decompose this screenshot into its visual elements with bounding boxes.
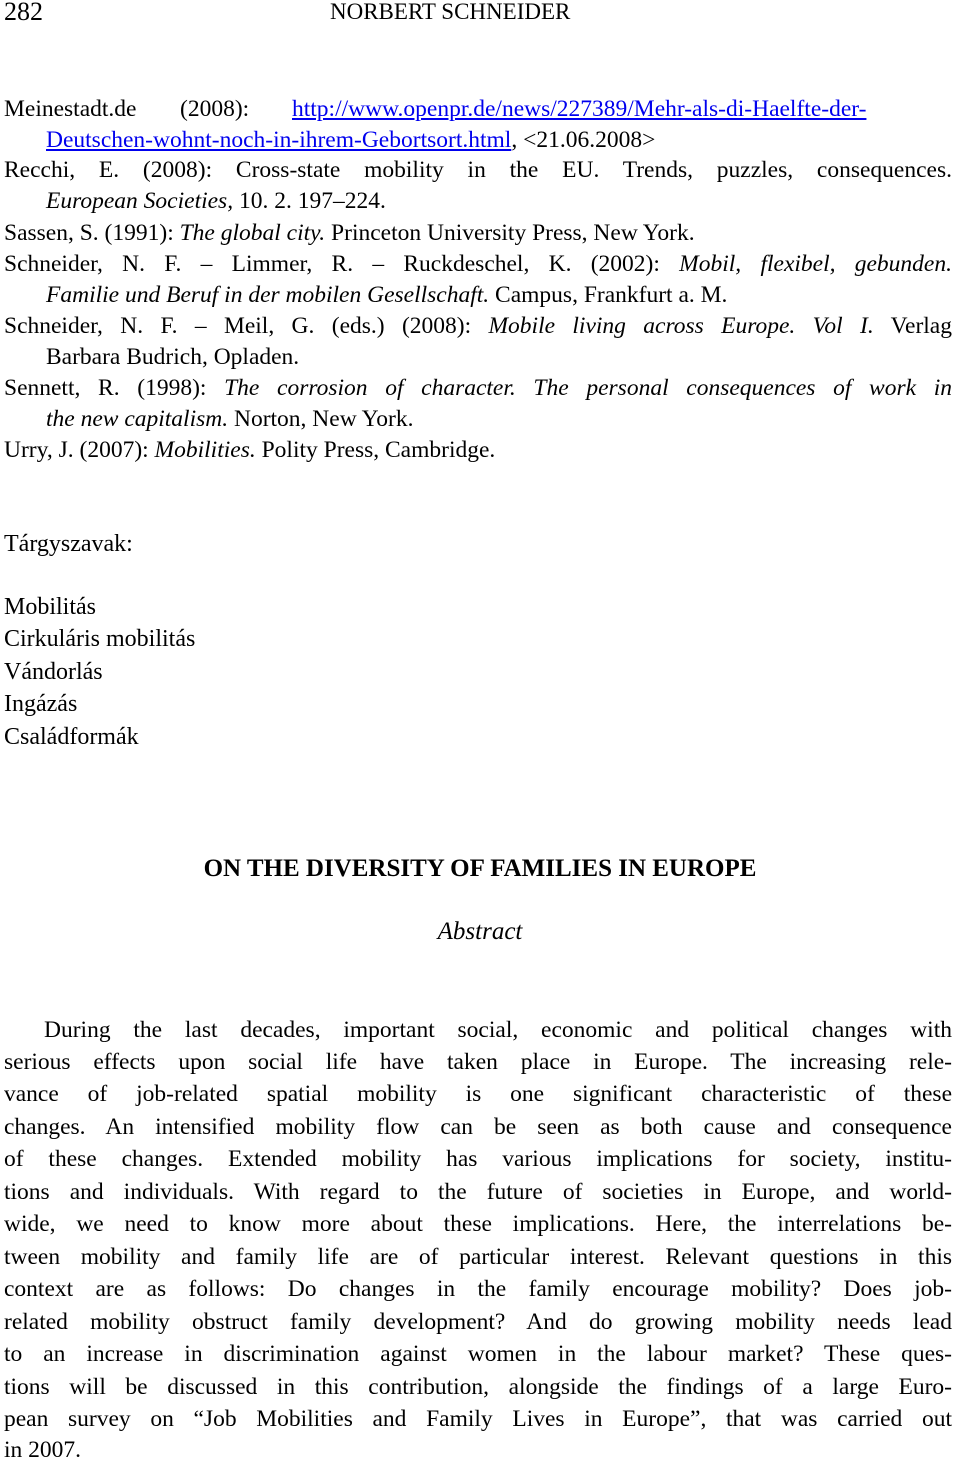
reference-item <box>4 374 952 402</box>
reference-title: Mobile living across Europe. Vol I. <box>488 313 874 339</box>
reference-subtitle: Familie und Beruf in der mobilen Gesellschaft. <box>46 282 490 308</box>
abstract-line: context are as follows: Do changes in the family encourage mobility? Does job- <box>4 1276 952 1302</box>
reference-title: Mobilities. <box>154 437 256 463</box>
reference-source: Meinestadt.de <box>4 96 137 122</box>
reference-publisher: Polity Press, Cambridge. <box>255 437 496 463</box>
abstract-line: tions will be discussed in this contribution, alongside the findings of a large Euro- <box>4 1374 952 1400</box>
reference-publisher: Verlag <box>873 313 952 339</box>
abstract-line: tions and individuals. With regard to the future of societies in Europe, and world- <box>4 1179 952 1205</box>
abstract-line: serious effects upon social life have taken place in Europe. The increasing rele- <box>4 1049 952 1075</box>
abstract-line: to an increase in discrimination against women in the labour market? These ques- <box>4 1341 952 1367</box>
reference-journal: European Societies, <box>46 188 234 214</box>
page-number: 282 <box>4 0 43 26</box>
reference-item <box>4 219 695 247</box>
keyword-item: Ingázás <box>4 691 78 717</box>
abstract-line: related mobility obstruct family development? And do growing mobility needs lead <box>4 1309 952 1335</box>
reference-continuation: Barbara Budrich, Opladen. <box>46 344 300 370</box>
reference-item <box>4 250 952 278</box>
reference-link[interactable]: http://www.openpr.de/news/227389/Mehr-als-di-Haelfte-der- <box>292 96 867 122</box>
reference-year: (2008): <box>180 96 250 122</box>
running-header: NORBERT SCHNEIDER <box>330 0 571 24</box>
reference-item <box>4 95 952 123</box>
reference-author: Schneider, N. F. – Limmer, R. – Ruckdeschel, K. (2002): <box>4 251 680 277</box>
reference-title: The corrosion of character. The personal consequences of work in <box>224 375 953 401</box>
keyword-item: Vándorlás <box>4 659 103 685</box>
reference-continuation <box>46 281 727 309</box>
abstract-line: wide, we need to know more about these implications. Here, the interrelations be- <box>4 1211 952 1237</box>
reference-item <box>4 436 495 464</box>
abstract-line: in 2007. <box>4 1437 82 1463</box>
abstract-line: changes. An intensified mobility flow can be seen as both cause and consequence <box>4 1114 952 1140</box>
reference-publisher: Norton, New York. <box>228 406 414 432</box>
reference-publisher: Campus, Frankfurt a. M. <box>489 282 728 308</box>
reference-item: Recchi, E. (2008): Cross-state mobility in the EU. Trends, puzzles, consequences. <box>4 157 952 183</box>
keyword-item: Cirkuláris mobilitás <box>4 626 196 652</box>
abstract-line: of these changes. Extended mobility has various implications for society, institu- <box>4 1146 952 1172</box>
abstract-heading: Abstract <box>437 918 523 945</box>
reference-continuation <box>46 126 655 154</box>
reference-item <box>4 312 952 340</box>
reference-author: Sassen, S. (1991): <box>4 220 180 246</box>
keywords-label: Tárgyszavak: <box>4 531 133 557</box>
reference-title: The global city. <box>179 220 326 246</box>
abstract-line: vance of job-related spatial mobility is one significant characteristic of these <box>4 1081 952 1107</box>
reference-access-date: , <21.06.2008> <box>511 127 656 153</box>
reference-author: Urry, J. (2007): <box>4 437 155 463</box>
abstract-line: tween mobility and family life are of particular interest. Relevant questions in this <box>4 1244 952 1270</box>
reference-pages: 10. 2. 197–224. <box>233 188 386 214</box>
reference-author: Schneider, N. F. – Meil, G. (eds.) (2008): <box>4 313 489 339</box>
reference-author: Sennett, R. (1998): <box>4 375 225 401</box>
reference-link-continued[interactable]: Deutschen-wohnt-noch-in-ihrem-Gebortsort.html <box>46 127 512 153</box>
reference-publisher: Princeton University Press, New York. <box>325 220 695 246</box>
abstract-line: During the last decades, important social, economic and political changes with <box>44 1017 952 1043</box>
reference-subtitle: the new capitalism. <box>46 406 229 432</box>
abstract-line: pean survey on “Job Mobilities and Family Lives in Europe”, that was carried out <box>4 1406 952 1432</box>
reference-title: Mobil, flexibel, gebunden. <box>679 251 952 277</box>
reference-continuation <box>46 187 386 215</box>
article-title: ON THE DIVERSITY OF FAMILIES IN EUROPE <box>203 855 757 882</box>
reference-continuation <box>46 405 414 433</box>
keyword-item: Mobilitás <box>4 594 97 620</box>
keyword-item: Családformák <box>4 724 139 750</box>
